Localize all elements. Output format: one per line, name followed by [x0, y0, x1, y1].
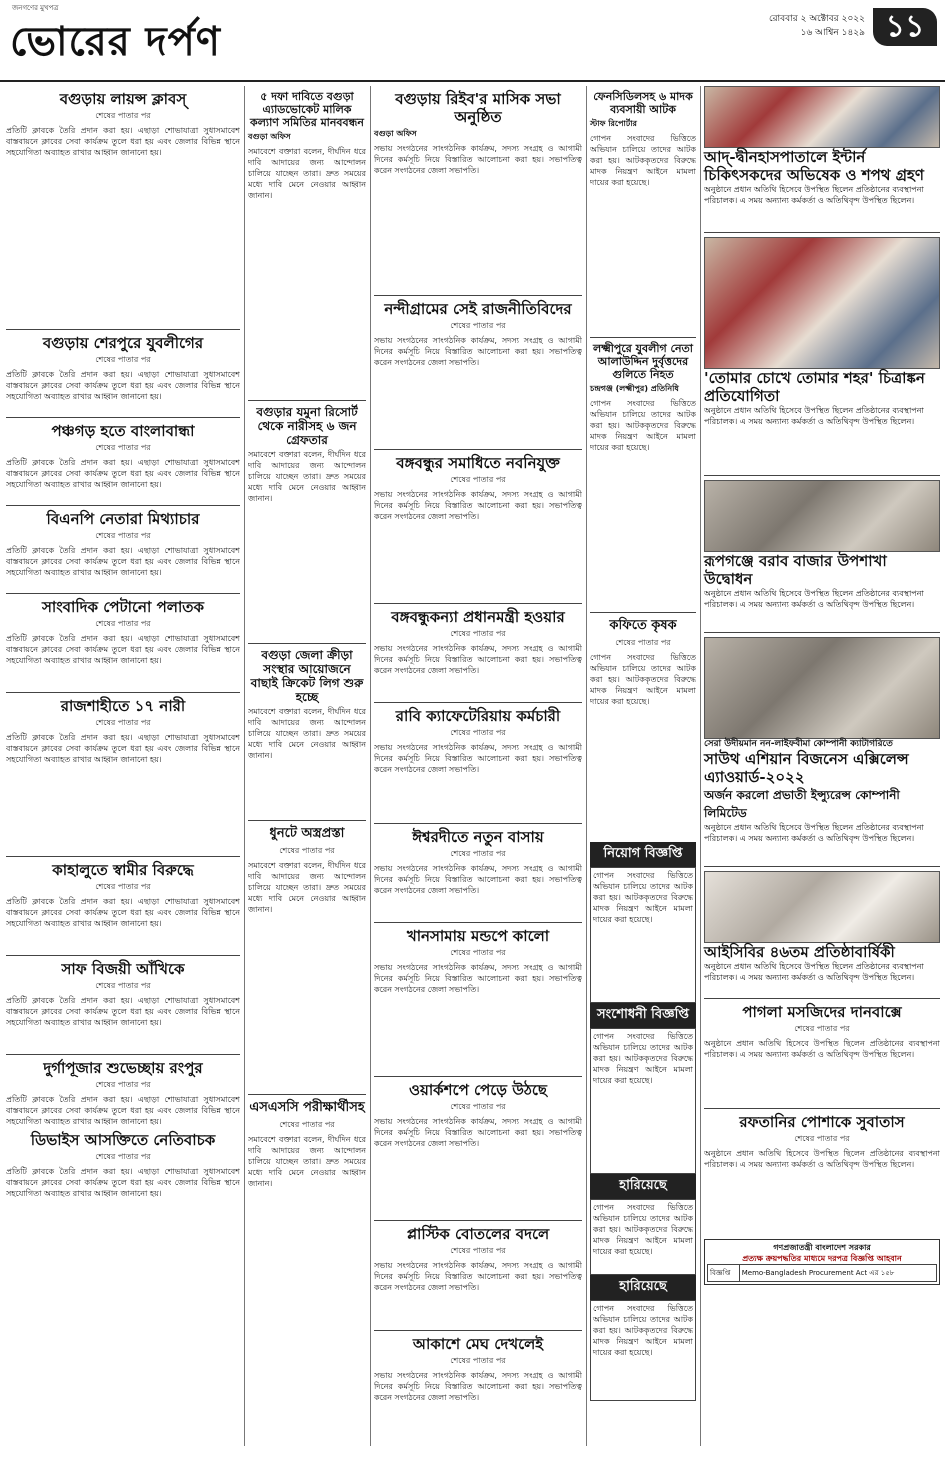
continued-label: শেষের পাতার পর	[450, 728, 506, 737]
column-2	[248, 86, 366, 1394]
headline: বগুড়া জেলা ক্রীড়া সংস্থার আয়োজনে বাছাই ক্রিকেট লিগ শুরু হচ্ছে	[250, 648, 364, 704]
headline: নন্দীগ্রামের সেই রাজনীতিবিদের	[384, 300, 572, 318]
tagline: জনগণের মুখপত্র	[12, 4, 59, 12]
article-text: সভায় সংগঠনের সাংগঠনিক কার্যক্রম, সদস্য সংগ্রহ ও আগামী দিনের কর্মসূচি নিয়ে বিস্তারিত আলোচনা করা হয়। সভাপতিত্ব করেন সংগঠনের জেলা সভাপতি।	[374, 1261, 582, 1292]
headline: লক্ষ্মীপুরে যুবলীগ নেতা আলাউদ্দিন দুর্বৃত্তদের গুলিতে নিহত	[593, 342, 693, 381]
news-photo	[704, 637, 940, 739]
headline: প্লাস্টিক বোতলের বদলে	[406, 1225, 550, 1243]
headline: সাফ বিজয়ী আঁখিকে	[61, 960, 185, 978]
article-text: সভায় সংগঠনের সাংগঠনিক কার্যক্রম, সদস্য সংগ্রহ ও আগামী দিনের কর্মসূচি নিয়ে বিস্তারিত আলোচনা করা হয়। সভাপতিত্ব করেন সংগঠনের জেলা সভাপতি।	[374, 1371, 582, 1402]
divider	[374, 1330, 582, 1331]
headline: বঙ্গবন্ধুর সমাধিতে নবনিযুক্ত	[396, 454, 560, 472]
headline: ফেনসিডিলসহ ৬ মাদক ব্যবসায়ী আটক	[593, 90, 693, 116]
divider	[374, 449, 582, 450]
continued-label: শেষের পাতার পর	[95, 718, 151, 727]
divider	[6, 417, 240, 418]
divider	[374, 603, 582, 604]
headline: খানসামায় মন্ডপে কালো	[406, 927, 550, 945]
notice-text: গোপন সংবাদের ভিত্তিতে অভিযান চালিয়ে তাদের আটক করা হয়। আটককৃতদের বিরুদ্ধে মাদক নিয়ন্ত্রণ আইনে মামলা দায়ের করা হয়েছে।	[590, 867, 696, 1003]
divider	[374, 1076, 582, 1077]
divider	[590, 612, 696, 613]
divider	[248, 1094, 366, 1095]
continued-label: শেষের পাতার পর	[95, 882, 151, 891]
continued-label: শেষের পাতার পর	[450, 321, 506, 330]
photo-caption: অনুষ্ঠানে প্রধান অতিথি হিসেবে উপস্থিত ছিলেন প্রতিষ্ঠানের ব্যবস্থাপনা পরিচালক। এ সময় অন্যান্য কর্মকর্তা ও অতিথিবৃন্দ উপস্থিত ছিলেন।	[704, 589, 924, 609]
byline: বগুড়া অফিস	[248, 132, 291, 141]
byline: চন্দ্রগঞ্জ (লক্ষ্মীপুর) প্রতিনিধি	[590, 384, 679, 393]
headline: পাগলা মসজিদের দানবাক্সে	[742, 1003, 902, 1021]
notice-text: গোপন সংবাদের ভিত্তিতে অভিযান চালিয়ে তাদের আটক করা হয়। আটককৃতদের বিরুদ্ধে মাদক নিয়ন্ত্রণ আইনে মামলা দায়ের করা হয়েছে।	[590, 1300, 696, 1401]
newspaper-logo: ভোরের দর্পণ	[10, 18, 221, 65]
headline: পঞ্চগড় হতে বাংলাবান্ধা	[51, 422, 195, 440]
article-text: প্রতিটি ক্লাবকে তৈরি প্রদান করা হয়। এছাড়া শোভাযাত্রা সুধাসমাবেশ বাস্তবায়নে ক্লাবের সেবা কার্যক্রম তুলে ধরা হয় এবং জেলার বিভিন্ন স্থানে সহযোগিতা অব্যাহত রাখার আহ্বান জানানো হয়।	[6, 634, 240, 665]
headline: রফতানির পোশাকে সুবাতাস	[739, 1113, 905, 1131]
column-divider	[700, 86, 701, 1446]
article-text: সভায় সংগঠনের সাংগঠনিক কার্যক্রম, সদস্য সংগ্রহ ও আগামী দিনের কর্মসূচি নিয়ে বিস্তারিত আলোচনা করা হয়। সভাপতিত্ব করেন সংগঠনের জেলা সভাপতি।	[374, 864, 582, 895]
divider	[6, 692, 240, 693]
notice-heading: সংশোধনী বিজ্ঞপ্তি	[590, 1003, 696, 1028]
notice-heading: নিয়োগ বিজ্ঞপ্তি	[590, 842, 696, 867]
tender-title: প্রত্যক্ষ ক্রয়পদ্ধতির মাধ্যমে দরপত্র বিজ্ঞপ্তি আহবান	[742, 1254, 902, 1263]
photo-caption-headline: আইসিবির ৪৬তম প্রতিষ্ঠাবার্ষিকী	[704, 943, 895, 961]
headline: দুর্গাপূজার শুভেচ্ছায় রংপুর	[43, 1059, 203, 1077]
news-photo	[704, 871, 940, 943]
photo-caption: অনুষ্ঠানে প্রধান অতিথি হিসেবে উপস্থিত ছিলেন প্রতিষ্ঠানের ব্যবস্থাপনা পরিচালক। এ সময় অন্যান্য কর্মকর্তা ও অতিথিবৃন্দ উপস্থিত ছিলেন।	[704, 823, 924, 843]
news-photo	[704, 237, 940, 369]
article-text: প্রতিটি ক্লাবকে তৈরি প্রদান করা হয়। এছাড়া শোভাযাত্রা সুধাসমাবেশ বাস্তবায়নে ক্লাবের সেবা কার্যক্রম তুলে ধরা হয় এবং জেলার বিভিন্ন স্থানে সহযোগিতা অব্যাহত রাখার আহ্বান জানানো হয়।	[6, 733, 240, 764]
divider	[248, 400, 366, 401]
headline: বঙ্গবন্ধুকন্যা প্রধানমন্ত্রী হওয়ার	[391, 608, 565, 626]
continued-label: শেষের পাতার পর	[279, 1120, 335, 1129]
photo-caption: অনুষ্ঠানে প্রধান অতিথি হিসেবে উপস্থিত ছিলেন প্রতিষ্ঠানের ব্যবস্থাপনা পরিচালক। এ সময় অন্যান্য কর্মকর্তা ও অতিথিবৃন্দ উপস্থিত ছিলেন।	[704, 962, 924, 982]
column-1	[6, 86, 240, 1426]
continued-label: শেষের পাতার পর	[615, 638, 671, 647]
article-text: সভায় সংগঠনের সাংগঠনিক কার্যক্রম, সদস্য সংগ্রহ ও আগামী দিনের কর্মসূচি নিয়ে বিস্তারিত আলোচনা করা হয়। সভাপতিত্ব করেন সংগঠনের জেলা সভাপতি।	[374, 144, 582, 175]
column-3	[374, 86, 582, 1480]
byline: স্টাফ রিপোর্টার	[590, 119, 637, 128]
divider	[6, 593, 240, 594]
divider	[6, 505, 240, 506]
continued-label: শেষের পাতার পর	[95, 981, 151, 990]
continued-label: শেষের পাতার পর	[450, 1102, 506, 1111]
article-text: অনুষ্ঠানে প্রধান অতিথি হিসেবে উপস্থিত ছিলেন প্রতিষ্ঠানের ব্যবস্থাপনা পরিচালক। এ সময় অন্যান্য কর্মকর্তা ও অতিথিবৃন্দ উপস্থিত ছিলেন।	[704, 1039, 940, 1059]
headline: কফিতে কৃষক	[609, 618, 677, 633]
dateline	[769, 12, 865, 40]
article-text: গোপন সংবাদের ভিত্তিতে অভিযান চালিয়ে তাদের আটক করা হয়। আটককৃতদের বিরুদ্ধে মাদক নিয়ন্ত্রণ আইনে মামলা দায়ের করা হয়েছে।	[590, 653, 696, 706]
column-divider	[244, 86, 245, 1446]
date-gregorian: রোববার ২ অক্টোবর ২০২২	[768, 14, 865, 24]
article-text: সভায় সংগঠনের সাংগঠনিক কার্যক্রম, সদস্য সংগ্রহ ও আগামী দিনের কর্মসূচি নিয়ে বিস্তারিত আলোচনা করা হয়। সভাপতিত্ব করেন সংগঠনের জেলা সভাপতি।	[374, 963, 582, 994]
headline: রাজশাহীতে ১৭ নারী	[60, 697, 186, 715]
notice-text: গোপন সংবাদের ভিত্তিতে অভিযান চালিয়ে তাদের আটক করা হয়। আটককৃতদের বিরুদ্ধে মাদক নিয়ন্ত্রণ আইনে মামলা দায়ের করা হয়েছে।	[590, 1199, 696, 1275]
continued-label: শেষের পাতার পর	[450, 1246, 506, 1255]
photo-caption: অনুষ্ঠানে প্রধান অতিথি হিসেবে উপস্থিত ছিলেন প্রতিষ্ঠানের ব্যবস্থাপনা পরিচালক। এ সময় অন্যান্য কর্মকর্তা ও অতিথিবৃন্দ উপস্থিত ছিলেন।	[704, 185, 924, 205]
divider	[248, 820, 366, 821]
divider	[248, 643, 366, 644]
article-text: অনুষ্ঠানে প্রধান অতিথি হিসেবে উপস্থিত ছিলেন প্রতিষ্ঠানের ব্যবস্থাপনা পরিচালক। এ সময় অন্যান্য কর্মকর্তা ও অতিথিবৃন্দ উপস্থিত ছিলেন।	[704, 1149, 940, 1169]
tender-cell: Memo-Bangladesh Procurement Act এর ১৫৮	[739, 1265, 936, 1282]
article-text: সমাবেশে বক্তারা বলেন, দীর্ঘদিন ধরে দাবি আদায়ের জন্য আন্দোলন চালিয়ে যাচ্ছেন তারা। দ্রুত সময়ের মধ্যে দাবি মেনে নেওয়ার আহ্বান জানান।	[248, 450, 366, 503]
continued-label: শেষের পাতার পর	[95, 355, 151, 364]
notice-text: গোপন সংবাদের ভিত্তিতে অভিযান চালিয়ে তাদের আটক করা হয়। আটককৃতদের বিরুদ্ধে মাদক নিয়ন্ত্রণ আইনে মামলা দায়ের করা হয়েছে।	[590, 1028, 696, 1174]
page-number: ১১	[873, 8, 937, 46]
headline: বগুড়ায় শেরপুরে যুবলীগের	[42, 334, 204, 352]
news-photo	[704, 480, 940, 552]
article-text: গোপন সংবাদের ভিত্তিতে অভিযান চালিয়ে তাদের আটক করা হয়। আটককৃতদের বিরুদ্ধে মাদক নিয়ন্ত্রণ আইনে মামলা দায়ের করা হয়েছে।	[590, 134, 696, 187]
headline: ডিভাইস আসক্তিতে নেতিবাচক	[30, 1131, 216, 1149]
divider	[6, 856, 240, 857]
article-text: প্রতিটি ক্লাবকে তৈরি প্রদান করা হয়। এছাড়া শোভাযাত্রা সুধাসমাবেশ বাস্তবায়নে ক্লাবের সেবা কার্যক্রম তুলে ধরা হয় এবং জেলার বিভিন্ন স্থানে সহযোগিতা অব্যাহত রাখার আহ্বান জানানো হয়।	[6, 370, 240, 401]
divider	[704, 632, 940, 633]
headline: ঈশ্বরদীতে নতুন বাসায়	[412, 828, 544, 846]
headline: রাবি ক্যাফেটেরিয়ায় কর্মচারী	[395, 707, 561, 725]
headline: ৫ দফা দাবিতে বগুড়া এ্যাডভোকেট মালিক কল্যাণ সমিতির মানববন্ধন	[250, 90, 364, 129]
column-5	[704, 86, 940, 1285]
column-divider	[586, 86, 587, 1446]
continued-label: শেষের পাতার পর	[95, 1152, 151, 1161]
headline: বগুড়ায় লায়ন্স ক্লাবস্	[59, 90, 187, 108]
continued-label: শেষের পাতার পর	[794, 1024, 850, 1033]
photo-caption: অনুষ্ঠানে প্রধান অতিথি হিসেবে উপস্থিত ছিলেন প্রতিষ্ঠানের ব্যবস্থাপনা পরিচালক। এ সময় অন্যান্য কর্মকর্তা ও অতিথিবৃন্দ উপস্থিত ছিলেন।	[704, 406, 924, 426]
continued-label: শেষের পাতার পর	[450, 1356, 506, 1365]
tender-org: গণপ্রজাতন্ত্রী বাংলাদেশ সরকার	[773, 1243, 871, 1252]
headline: সাংবাদিক পেটানো পলাতক	[41, 598, 205, 616]
divider	[704, 475, 940, 476]
article-text: সমাবেশে বক্তারা বলেন, দীর্ঘদিন ধরে দাবি আদায়ের জন্য আন্দোলন চালিয়ে যাচ্ছেন তারা। দ্রুত সময়ের মধ্যে দাবি মেনে নেওয়ার আহ্বান জানান।	[248, 861, 366, 914]
continued-label: শেষের পাতার পর	[95, 1080, 151, 1089]
article-text: প্রতিটি ক্লাবকে তৈরি প্রদান করা হয়। এছাড়া শোভাযাত্রা সুধাসমাবেশ বাস্তবায়নে ক্লাবের সেবা কার্যক্রম তুলে ধরা হয় এবং জেলার বিভিন্ন স্থানে সহযোগিতা অব্যাহত রাখার আহ্বান জানানো হয়।	[6, 126, 240, 157]
article-text: সমাবেশে বক্তারা বলেন, দীর্ঘদিন ধরে দাবি আদায়ের জন্য আন্দোলন চালিয়ে যাচ্ছেন তারা। দ্রুত সময়ের মধ্যে দাবি মেনে নেওয়ার আহ্বান জানান।	[248, 1135, 366, 1188]
article-text: সভায় সংগঠনের সাংগঠনিক কার্যক্রম, সদস্য সংগ্রহ ও আগামী দিনের কর্মসূচি নিয়ে বিস্তারিত আলোচনা করা হয়। সভাপতিত্ব করেন সংগঠনের জেলা সভাপতি।	[374, 644, 582, 675]
divider	[704, 232, 940, 233]
divider	[6, 1054, 240, 1055]
column-4	[590, 86, 696, 1401]
article-text: সভায় সংগঠনের সাংগঠনিক কার্যক্রম, সদস্য সংগ্রহ ও আগামী দিনের কর্মসূচি নিয়ে বিস্তারিত আলোচনা করা হয়। সভাপতিত্ব করেন সংগঠনের জেলা সভাপতি।	[374, 336, 582, 367]
article-text: সভায় সংগঠনের সাংগঠনিক কার্যক্রম, সদস্য সংগ্রহ ও আগামী দিনের কর্মসূচি নিয়ে বিস্তারিত আলোচনা করা হয়। সভাপতিত্ব করেন সংগঠনের জেলা সভাপতি।	[374, 490, 582, 521]
byline: বগুড়া অফিস	[374, 129, 417, 138]
divider	[374, 922, 582, 923]
headline: বিএনপি নেতারা মিথ্যাচার	[46, 510, 200, 528]
headline: ধুনটে অস্ত্রপ্রস্তা	[269, 826, 345, 841]
headline: আকাশে মেঘ দেখলেই	[412, 1335, 544, 1353]
photo-caption-headline: সাউথ এশিয়ান বিজনেস এক্সিলেন্স এ্যাওয়ার্ড-২০২২	[704, 750, 909, 786]
article-text: প্রতিটি ক্লাবকে তৈরি প্রদান করা হয়। এছাড়া শোভাযাত্রা সুধাসমাবেশ বাস্তবায়নে ক্লাবের সেবা কার্যক্রম তুলে ধরা হয় এবং জেলার বিভিন্ন স্থানে সহযোগিতা অব্যাহত রাখার আহ্বান জানানো হয়।	[6, 996, 240, 1027]
photo-caption-headline: রূপগঞ্জে বরাব বাজার উপশাখা উদ্বোধন	[704, 552, 887, 588]
notice-heading: হারিয়েছে	[590, 1275, 696, 1300]
headline: বগুড়ায় রিইব'র মাসিক সভা অনুষ্ঠিত	[395, 90, 561, 126]
notice-heading: হারিয়েছে	[590, 1174, 696, 1199]
photo-caption-kicker: সেরা উদীয়মান নন-লাইফবীমা কোম্পানী ক্যাটাগরিতে	[704, 739, 893, 749]
divider	[704, 1108, 940, 1109]
photo-caption-subheadline: অর্জন করলো প্রভাতী ইন্স্যুরেন্স কোম্পানী লিমিটেড	[704, 788, 900, 820]
photo-caption-headline: আদ্-দ্বীনহাসপাতালে ইন্টার্ন চিকিৎসকদের অভিষেক ও শপথ গ্রহণ	[704, 148, 924, 184]
continued-label: শেষের পাতার পর	[794, 1134, 850, 1143]
continued-label: শেষের পাতার পর	[450, 849, 506, 858]
divider	[374, 295, 582, 296]
article-text: সভায় সংগঠনের সাংগঠনিক কার্যক্রম, সদস্য সংগ্রহ ও আগামী দিনের কর্মসূচি নিয়ে বিস্তারিত আলোচনা করা হয়। সভাপতিত্ব করেন সংগঠনের জেলা সভাপতি।	[374, 743, 582, 774]
divider	[374, 823, 582, 824]
continued-label: শেষের পাতার পর	[279, 846, 335, 855]
article-text: প্রতিটি ক্লাবকে তৈরি প্রদান করা হয়। এছাড়া শোভাযাত্রা সুধাসমাবেশ বাস্তবায়নে ক্লাবের সেবা কার্যক্রম তুলে ধরা হয় এবং জেলার বিভিন্ন স্থানে সহযোগিতা অব্যাহত রাখার আহ্বান জানানো হয়।	[6, 1167, 240, 1198]
divider	[6, 329, 240, 330]
divider	[374, 702, 582, 703]
divider	[590, 337, 696, 338]
article-text: প্রতিটি ক্লাবকে তৈরি প্রদান করা হয়। এছাড়া শোভাযাত্রা সুধাসমাবেশ বাস্তবায়নে ক্লাবের সেবা কার্যক্রম তুলে ধরা হয় এবং জেলার বিভিন্ন স্থানে সহযোগিতা অব্যাহত রাখার আহ্বান জানানো হয়।	[6, 546, 240, 577]
article-text: প্রতিটি ক্লাবকে তৈরি প্রদান করা হয়। এছাড়া শোভাযাত্রা সুধাসমাবেশ বাস্তবায়নে ক্লাবের সেবা কার্যক্রম তুলে ধরা হয় এবং জেলার বিভিন্ন স্থানে সহযোগিতা অব্যাহত রাখার আহ্বান জানানো হয়।	[6, 458, 240, 489]
headline: কাহালুতে স্বামীর বিরুদ্ধে	[52, 861, 194, 879]
headline: এসএসসি পরীক্ষার্থীসহ	[249, 1100, 365, 1115]
headline: ওয়ার্কশপে পেড়ে উঠছে	[408, 1081, 548, 1099]
continued-label: শেষের পাতার পর	[95, 111, 151, 120]
continued-label: শেষের পাতার পর	[95, 531, 151, 540]
article-text: প্রতিটি ক্লাবকে তৈরি প্রদান করা হয়। এছাড়া শোভাযাত্রা সুধাসমাবেশ বাস্তবায়নে ক্লাবের সেবা কার্যক্রম তুলে ধরা হয় এবং জেলার বিভিন্ন স্থানে সহযোগিতা অব্যাহত রাখার আহ্বান জানানো হয়।	[6, 897, 240, 928]
divider	[374, 1220, 582, 1221]
headline: বগুড়ার যমুনা রিসোর্ট থেকে নারীসহ ৬ জন গ্রেফতার	[256, 405, 358, 447]
tender-notice	[704, 1239, 940, 1285]
news-photo	[704, 86, 940, 148]
tender-cell: বিজ্ঞপ্তি	[708, 1265, 740, 1282]
article-text: প্রতিটি ক্লাবকে তৈরি প্রদান করা হয়। এছাড়া শোভাযাত্রা সুধাসমাবেশ বাস্তবায়নে ক্লাবের সেবা কার্যক্রম তুলে ধরা হয় এবং জেলার বিভিন্ন স্থানে সহযোগিতা অব্যাহত রাখার আহ্বান জানানো হয়।	[6, 1095, 240, 1126]
divider	[704, 998, 940, 999]
continued-label: শেষের পাতার পর	[450, 475, 506, 484]
tender-table	[707, 1264, 937, 1282]
divider	[6, 955, 240, 956]
continued-label: শেষের পাতার পর	[95, 443, 151, 452]
article-text: সমাবেশে বক্তারা বলেন, দীর্ঘদিন ধরে দাবি আদায়ের জন্য আন্দোলন চালিয়ে যাচ্ছেন তারা। দ্রুত সময়ের মধ্যে দাবি মেনে নেওয়ার আহ্বান জানান।	[248, 707, 366, 760]
divider	[704, 866, 940, 867]
continued-label: শেষের পাতার পর	[95, 619, 151, 628]
article-text: সমাবেশে বক্তারা বলেন, দীর্ঘদিন ধরে দাবি আদায়ের জন্য আন্দোলন চালিয়ে যাচ্ছেন তারা। দ্রুত সময়ের মধ্যে দাবি মেনে নেওয়ার আহ্বান জানান।	[248, 147, 366, 200]
continued-label: শেষের পাতার পর	[450, 629, 506, 638]
continued-label: শেষের পাতার পর	[450, 948, 506, 957]
article-text: সভায় সংগঠনের সাংগঠনিক কার্যক্রম, সদস্য সংগ্রহ ও আগামী দিনের কর্মসূচি নিয়ে বিস্তারিত আলোচনা করা হয়। সভাপতিত্ব করেন সংগঠনের জেলা সভাপতি।	[374, 1117, 582, 1148]
column-divider	[370, 86, 371, 1446]
masthead	[0, 0, 945, 82]
article-text: গোপন সংবাদের ভিত্তিতে অভিযান চালিয়ে তাদের আটক করা হয়। আটককৃতদের বিরুদ্ধে মাদক নিয়ন্ত্রণ আইনে মামলা দায়ের করা হয়েছে।	[590, 399, 696, 452]
photo-caption-headline: 'তোমার চোখে তোমার শহর' চিত্রাঙ্কন প্রতিযোগিতা	[704, 369, 925, 405]
date-bangla: ১৬ আশ্বিন ১৪২৯	[800, 28, 865, 38]
